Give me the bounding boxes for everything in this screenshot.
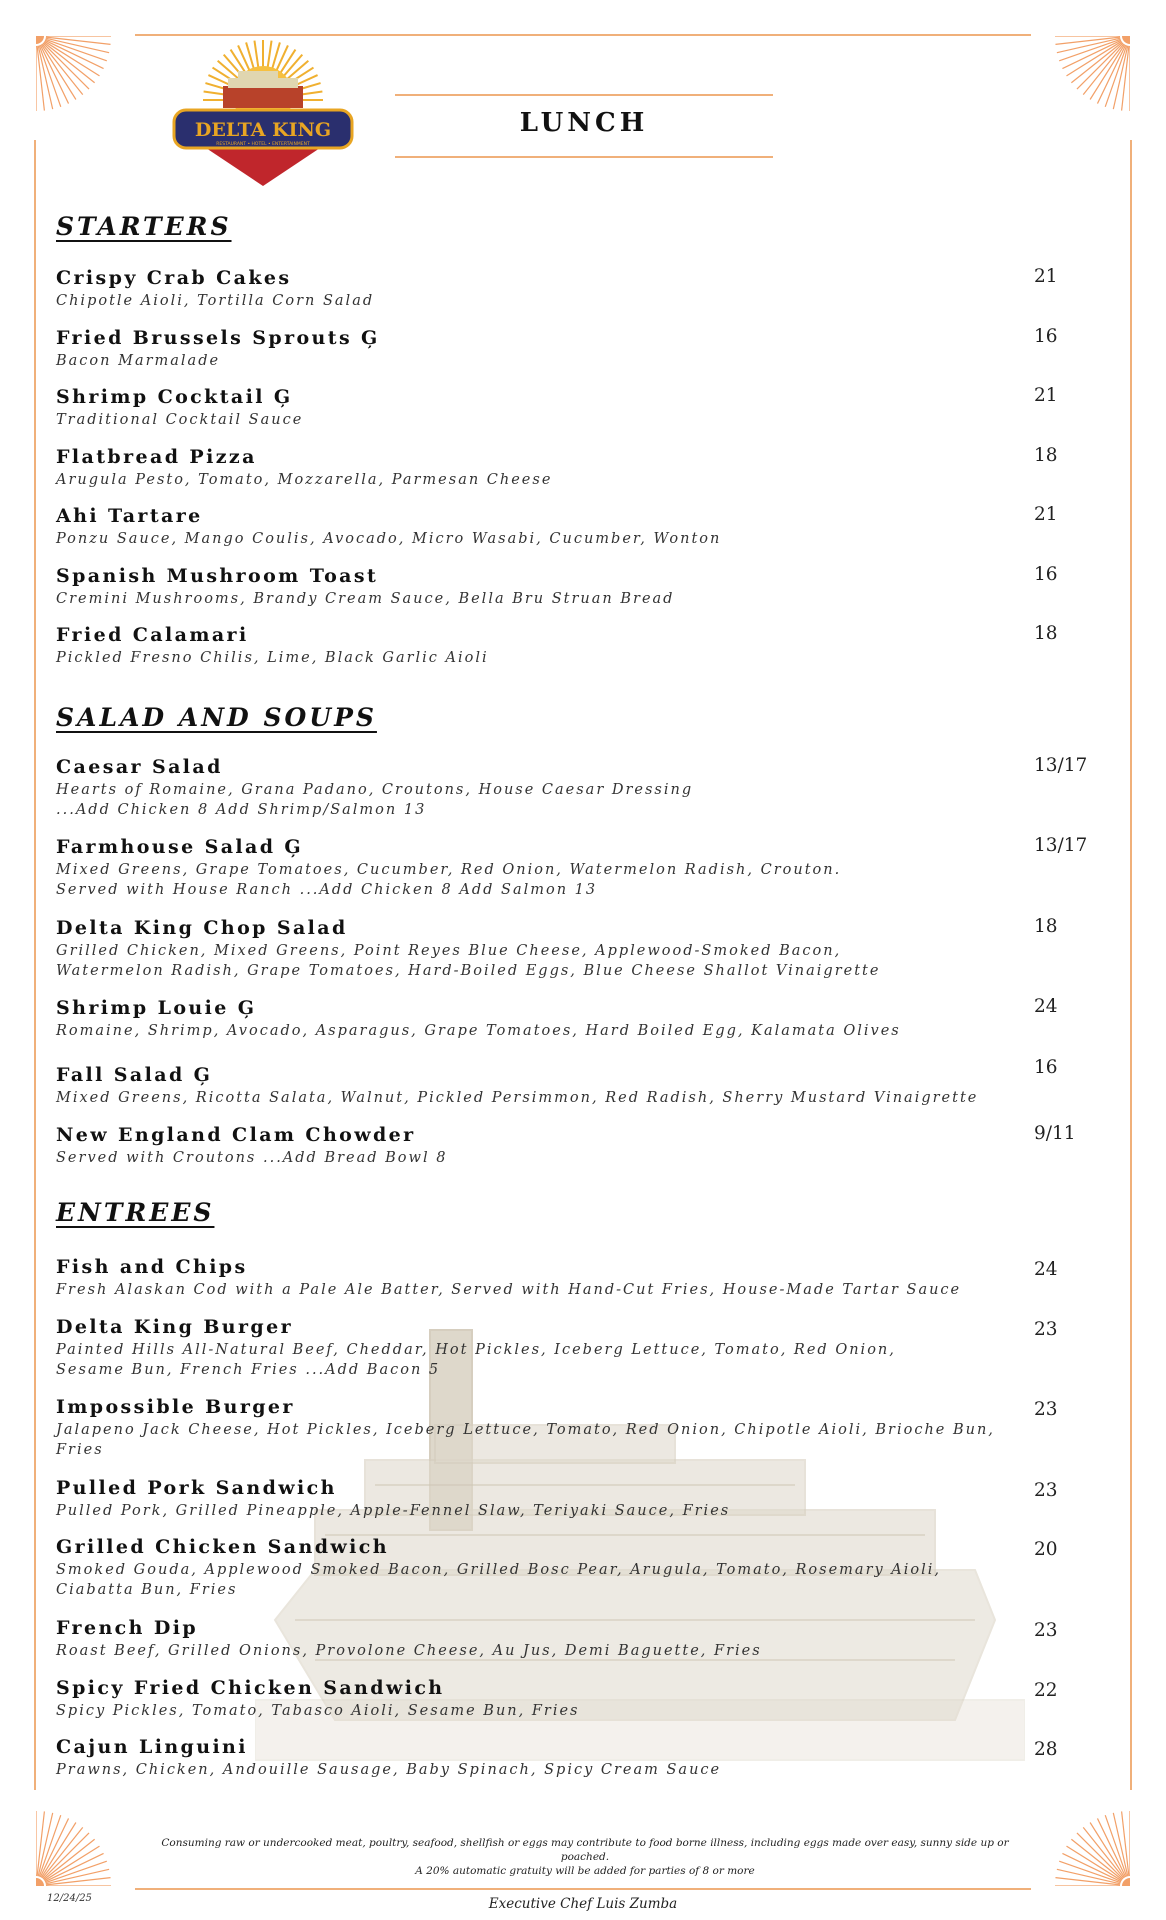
item-description: Romaine, Shrimp, Avocado, Asparagus, Grape Tomatoes, Hard Boiled Egg, Kalamata Olives (56, 1023, 901, 1039)
item-price: 23 (1034, 1399, 1058, 1420)
item-name: Fried Brussels Sprouts Ģ (56, 327, 380, 349)
item-description: Ponzu Sauce, Mango Coulis, Avocado, Micro Wasabi, Cucumber, Wonton (56, 531, 722, 547)
item-name: Crispy Crab Cakes (56, 267, 292, 289)
item-description: Spicy Pickles, Tomato, Tabasco Aioli, Sesame Bun, Fries (56, 1703, 580, 1719)
item-description: Jalapeno Jack Cheese, Hot Pickles, Iceberg Lettuce, Tomato, Red Onion, Chipotle Aioli, Brioche Bun, Fries (56, 1422, 995, 1458)
sunburst-corner-icon (36, 36, 116, 116)
item-name: Shrimp Louie Ģ (56, 997, 257, 1019)
logo-tagline: RESTAURANT • HOTEL • ENTERTAINMENT (216, 142, 310, 147)
sunburst-corner-icon (1050, 36, 1130, 116)
menu-item (56, 996, 1116, 1041)
item-description: Served with Croutons ...Add Bread Bowl 8 (56, 1150, 448, 1166)
item-price: 22 (1034, 1680, 1058, 1701)
item-name: Spicy Fried Chicken Sandwich (56, 1677, 445, 1699)
item-price: 20 (1034, 1539, 1058, 1560)
item-description: Pickled Fresno Chilis, Lime, Black Garlic Aioli (56, 650, 489, 666)
item-name: Impossible Burger (56, 1396, 295, 1418)
item-description: Traditional Cocktail Sauce (56, 412, 304, 428)
item-description: Hearts of Romaine, Grana Padano, Croutons, House Caesar Dressing ...Add Chicken 8 Add Shrimp/Salmon 13 (56, 782, 694, 818)
item-price: 18 (1034, 916, 1058, 937)
menu-item (56, 1255, 1116, 1300)
item-description: Painted Hills All-Natural Beef, Cheddar, Hot Pickles, Iceberg Lettuce, Tomato, Red Onion, Sesame Bun, French Fries ...Add Bacon 5 (56, 1342, 896, 1378)
frame-left-line (34, 140, 36, 1790)
item-price: 18 (1034, 623, 1058, 644)
menu-item (56, 1476, 1116, 1521)
item-name: Spanish Mushroom Toast (56, 565, 379, 587)
gratuity-note: A 20% automatic gratuity will be added for parties of 8 or more (415, 1865, 755, 1877)
disclaimer-line: Consuming raw or undercooked meat, poultry, seafood, shellfish or eggs may contribute to food borne illness, including eggs made over easy, sunny side up or poached. (161, 1837, 1009, 1863)
item-price: 24 (1034, 996, 1058, 1017)
item-name: Shrimp Cocktail Ģ (56, 386, 293, 408)
section-title-salads: SALAD AND SOUPS (56, 703, 377, 732)
item-price: 21 (1034, 266, 1058, 287)
menu-item (56, 1616, 1116, 1661)
frame-bottom-line (135, 1888, 1031, 1890)
item-price: 21 (1034, 385, 1058, 406)
frame-top-line (135, 34, 1031, 36)
item-description: Cremini Mushrooms, Brandy Cream Sauce, Bella Bru Struan Bread (56, 591, 675, 607)
item-name: Delta King Burger (56, 1316, 293, 1338)
item-description: Pulled Pork, Grilled Pineapple, Apple-Fennel Slaw, Teriyaki Sauce, Fries (56, 1503, 731, 1519)
item-name: New England Clam Chowder (56, 1124, 416, 1146)
menu-item (56, 1535, 1116, 1600)
item-price: 13/17 (1034, 755, 1088, 776)
menu-item (56, 835, 1116, 900)
menu-date: 12/24/25 (47, 1893, 92, 1904)
menu-item (56, 1057, 1116, 1108)
menu-item (56, 564, 1116, 609)
item-name: Caesar Salad (56, 756, 223, 778)
menu-item (56, 1395, 1116, 1460)
item-price: 16 (1034, 326, 1058, 347)
item-description: Chipotle Aioli, Tortilla Corn Salad (56, 293, 375, 309)
menu-item (56, 1315, 1116, 1380)
item-name: Grilled Chicken Sandwich (56, 1536, 389, 1558)
item-price: 23 (1034, 1620, 1058, 1641)
item-description: Bacon Marmalade (56, 353, 221, 369)
item-name: Pulled Pork Sandwich (56, 1477, 337, 1499)
food-safety-disclaimer (140, 1836, 1030, 1878)
item-name: Delta King Chop Salad (56, 917, 348, 939)
menu-item (56, 1735, 1116, 1780)
item-description: Grilled Chicken, Mixed Greens, Point Reyes Blue Cheese, Applewood-Smoked Bacon, Watermelon Radish, Grape Tomatoes, Hard-Boiled Eggs, Blue Cheese Shallot Vinaigrette (56, 943, 881, 979)
item-price: 13/17 (1034, 835, 1088, 856)
item-description: Mixed Greens, Grape Tomatoes, Cucumber, Red Onion, Watermelon Radish, Crouton. Served with House Ranch ...Add Chicken 8 Add Salmon 13 (56, 862, 842, 898)
item-price: 18 (1034, 445, 1058, 466)
item-price: 24 (1034, 1259, 1058, 1280)
item-description: Prawns, Chicken, Andouille Sausage, Baby Spinach, Spicy Cream Sauce (56, 1762, 722, 1778)
item-name: Cajun Linguini (56, 1736, 248, 1758)
menu-item (56, 1676, 1116, 1721)
frame-right-line (1130, 140, 1132, 1790)
menu-item (56, 755, 1116, 820)
item-description: Roast Beef, Grilled Onions, Provolone Cheese, Au Jus, Demi Baguette, Fries (56, 1643, 762, 1659)
item-price: 21 (1034, 504, 1058, 525)
item-price: 16 (1034, 564, 1058, 585)
menu-item (56, 504, 1116, 549)
item-description: Arugula Pesto, Tomato, Mozzarella, Parmesan Cheese (56, 472, 553, 488)
item-price: 28 (1034, 1739, 1058, 1760)
item-price: 9/11 (1034, 1123, 1076, 1144)
item-name: Flatbread Pizza (56, 446, 257, 468)
menu-item (56, 326, 1116, 371)
chef-credit: Executive Chef Luis Zumba (488, 1896, 678, 1912)
menu-title: LUNCH (519, 108, 649, 138)
menu-item (56, 385, 1116, 430)
menu-item (56, 1123, 1116, 1168)
item-name: French Dip (56, 1617, 199, 1639)
menu-item (56, 266, 1116, 311)
delta-king-logo (168, 38, 358, 188)
menu-title-box (395, 94, 773, 158)
logo-wordmark: DELTA KING (194, 119, 332, 141)
menu-item (56, 623, 1116, 668)
section-title-entrees: ENTREES (56, 1198, 215, 1227)
menu-item (56, 445, 1116, 490)
item-description: Smoked Gouda, Applewood Smoked Bacon, Grilled Bosc Pear, Arugula, Tomato, Rosemary Aioli, Ciabatta Bun, Fries (56, 1562, 942, 1598)
item-name: Fish and Chips (56, 1256, 248, 1278)
item-name: Fall Salad Ģ (56, 1064, 213, 1086)
item-price: 23 (1034, 1480, 1058, 1501)
item-description: Mixed Greens, Ricotta Salata, Walnut, Pickled Persimmon, Red Radish, Sherry Mustard Vinaigrette (56, 1090, 979, 1106)
item-description: Fresh Alaskan Cod with a Pale Ale Batter, Served with Hand-Cut Fries, House-Made Tartar Sauce (56, 1282, 962, 1298)
item-price: 16 (1034, 1057, 1058, 1078)
item-name: Ahi Tartare (56, 505, 203, 527)
item-name: Fried Calamari (56, 624, 249, 646)
sunburst-corner-icon (36, 1806, 116, 1886)
sunburst-corner-icon (1050, 1806, 1130, 1886)
menu-item (56, 916, 1116, 981)
item-price: 23 (1034, 1319, 1058, 1340)
section-title-starters: STARTERS (56, 212, 232, 241)
item-name: Farmhouse Salad Ģ (56, 836, 304, 858)
